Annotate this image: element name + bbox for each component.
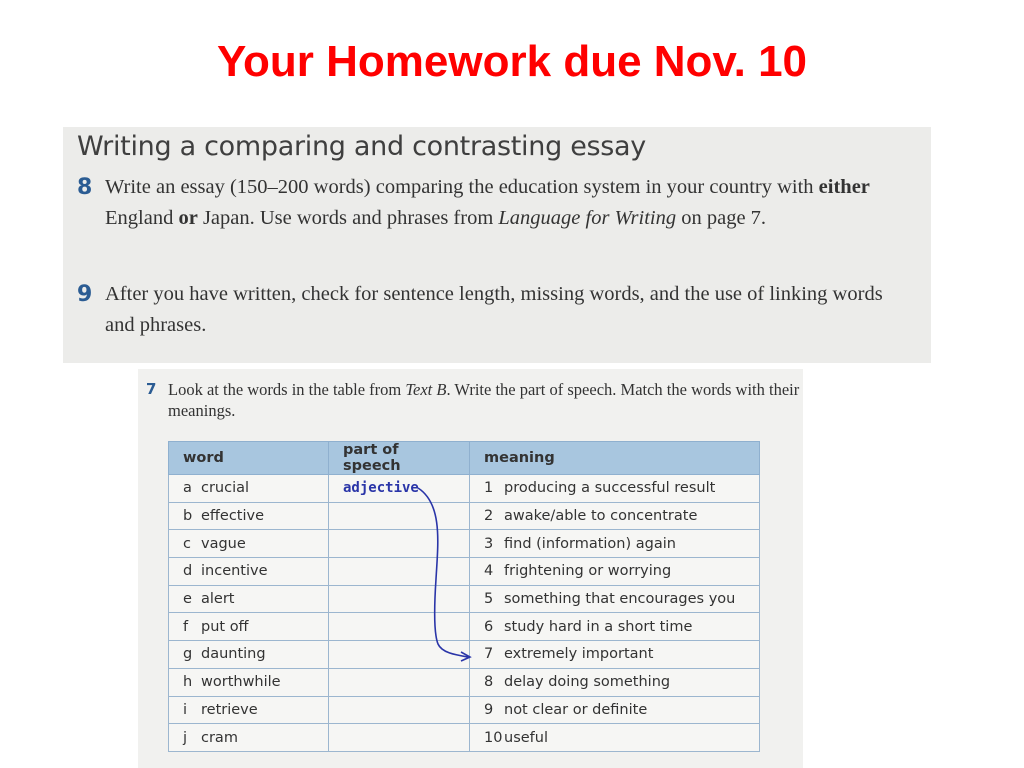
meaning-text: extremely important (504, 646, 654, 663)
word-text: cram (201, 729, 238, 746)
word-cell (169, 502, 329, 530)
part-of-speech-cell (329, 585, 470, 613)
task-9-number: 9 (77, 282, 93, 307)
exercise-7-instructions (146, 379, 803, 421)
part-of-speech-cell (329, 613, 470, 641)
writing-task-scan (63, 127, 931, 363)
word-text: retrieve (201, 701, 258, 718)
slide-title: Your Homework due Nov. 10 (216, 37, 808, 86)
vocabulary-table (168, 441, 760, 752)
meaning-text: delay doing something (504, 674, 671, 691)
vocabulary-exercise-scan (138, 369, 803, 768)
word-text: incentive (201, 563, 268, 580)
task-8 (77, 172, 917, 234)
word-letter: h (183, 674, 193, 691)
meaning-text: producing a successful result (504, 480, 716, 497)
task-8-number: 8 (77, 175, 93, 200)
word-text: put off (201, 618, 249, 635)
part-of-speech-cell (329, 724, 470, 752)
part-of-speech-cell (329, 641, 470, 669)
part-of-speech-cell (329, 558, 470, 586)
meaning-number: 8 (484, 674, 494, 691)
word-letter: f (183, 618, 189, 635)
word-letter: c (183, 535, 191, 552)
meaning-number: 7 (484, 646, 494, 663)
meaning-cell (470, 696, 760, 724)
word-text: vague (201, 535, 246, 552)
task-8-text: Write an essay (150–200 words) comparing the education system in your country with either England or Japan. Use words and phrases from Language for Writing on page 7. (105, 176, 870, 229)
word-letter: i (183, 701, 188, 718)
word-letter: j (183, 729, 188, 746)
word-letter: a (183, 480, 192, 497)
word-cell (169, 613, 329, 641)
meaning-cell (470, 585, 760, 613)
part-of-speech-cell (329, 502, 470, 530)
word-letter: g (183, 646, 193, 663)
meaning-text: useful (504, 729, 548, 746)
exercise-7-number: 7 (146, 380, 157, 398)
task-9-text: After you have written, check for sentence length, missing words, and the use of linking words and phrases. (105, 283, 883, 336)
table-row (169, 558, 760, 586)
meaning-text: awake/able to concentrate (504, 508, 698, 525)
word-letter: b (183, 508, 193, 525)
meaning-text: study hard in a short time (504, 618, 693, 635)
table-row (169, 613, 760, 641)
word-cell (169, 558, 329, 586)
header-word: word (169, 442, 329, 475)
meaning-number: 6 (484, 618, 494, 635)
meaning-number: 10 (484, 729, 503, 746)
word-text: daunting (201, 646, 266, 663)
exercise-7-text: Look at the words in the table from Text B. Write the part of speech. Match the words with their meanings. (168, 380, 800, 420)
part-of-speech-cell (329, 668, 470, 696)
word-cell (169, 641, 329, 669)
word-letter: e (183, 591, 192, 608)
word-cell (169, 668, 329, 696)
header-part-of-speech: part of speech (329, 442, 470, 475)
word-letter: d (183, 563, 193, 580)
word-cell (169, 585, 329, 613)
meaning-cell (470, 613, 760, 641)
meaning-text: find (information) again (504, 535, 676, 552)
meaning-number: 5 (484, 591, 494, 608)
word-text: worthwhile (201, 674, 281, 691)
table-header-row (169, 442, 760, 475)
word-cell (169, 530, 329, 558)
part-of-speech-cell: adjective (329, 475, 470, 503)
meaning-text: frightening or worrying (504, 563, 672, 580)
meaning-number: 9 (484, 701, 494, 718)
word-text: crucial (201, 480, 250, 497)
meaning-cell (470, 668, 760, 696)
table-row (169, 502, 760, 530)
writing-heading: Writing a comparing and contrasting essay (77, 131, 646, 162)
meaning-cell (470, 641, 760, 669)
meaning-number: 1 (484, 480, 494, 497)
word-cell (169, 724, 329, 752)
table-row (169, 530, 760, 558)
part-of-speech-cell (329, 530, 470, 558)
meaning-text: not clear or definite (504, 701, 648, 718)
table-row (169, 668, 760, 696)
meaning-cell (470, 502, 760, 530)
table-row (169, 724, 760, 752)
meaning-cell (470, 724, 760, 752)
meaning-cell (470, 475, 760, 503)
meaning-cell (470, 558, 760, 586)
table-row (169, 585, 760, 613)
meaning-number: 2 (484, 508, 494, 525)
meaning-number: 4 (484, 563, 494, 580)
table-row (169, 641, 760, 669)
meaning-number: 3 (484, 535, 494, 552)
task-9 (77, 279, 917, 341)
meaning-cell (470, 530, 760, 558)
word-cell (169, 696, 329, 724)
word-cell (169, 475, 329, 503)
part-of-speech-cell (329, 696, 470, 724)
word-text: alert (201, 591, 235, 608)
table-row (169, 475, 760, 503)
word-text: effective (201, 508, 265, 525)
meaning-text: something that encourages you (504, 591, 736, 608)
table-row (169, 696, 760, 724)
header-meaning: meaning (470, 442, 760, 475)
